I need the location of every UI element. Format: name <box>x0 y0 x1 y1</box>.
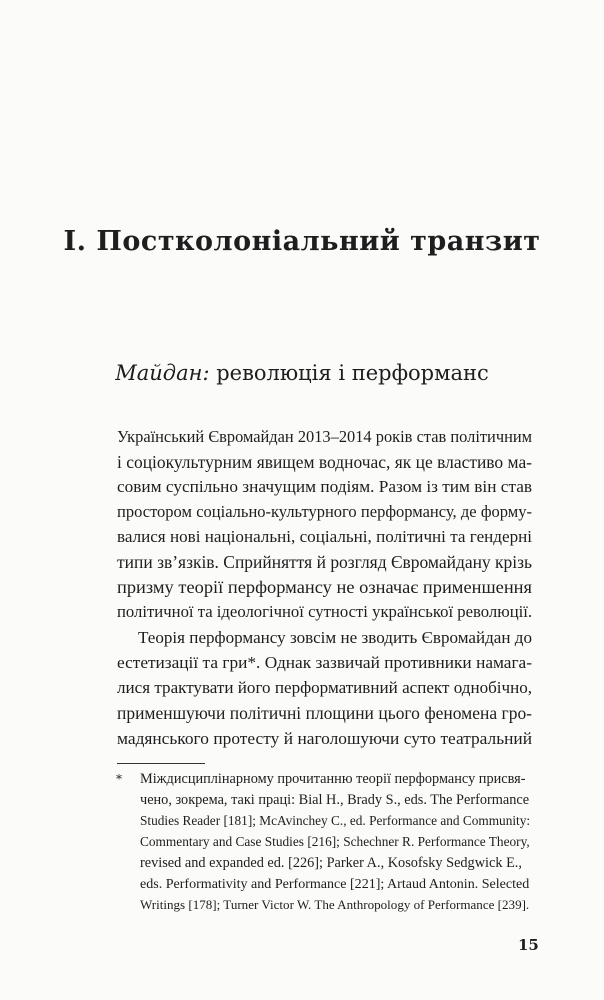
body-line: призму теорії перформансу не означає применшення <box>117 577 532 597</box>
body-line: Український Євромайдан 2013–2014 років став політичним <box>117 427 532 446</box>
body-line: і соціокультурним явищем водночас, як це властиво ма- <box>117 452 532 472</box>
page-number: 15 <box>518 936 539 954</box>
footnote-line: Writings [178]; Turner Victor W. The Anthropology of Performance [239]. <box>140 897 530 912</box>
footnote-line: revised and expanded ed. [226]; Parker A., Kosofsky Sedgwick E., <box>140 855 522 871</box>
footnote-line: Commentary and Case Studies [216]; Schechner R. Performance Theory, <box>140 834 530 849</box>
body-line: естетизації та гри*. Однак зазвичай противники намага- <box>117 653 532 672</box>
body-line: мадянського протесту й наголошуючи суто театральний <box>117 729 532 748</box>
body-line: типи зв’язків. Сприйняття й розгляд Євромайдану крізь <box>117 552 532 572</box>
section-title-rest: революція і перформанс <box>209 361 489 385</box>
body-line: Теорія перформансу зовсім не зводить Євромайдан до <box>138 628 532 647</box>
body-line: применшуючи політичні площини цього феномена гро- <box>117 703 532 723</box>
footnote-marker: * <box>116 772 122 786</box>
body-line: совим суспільно значущим подіям. Разом із тим він став <box>117 477 532 496</box>
body-line: лися трактувати його перформативний аспект однобічно, <box>117 678 532 697</box>
chapter-title: I. Постколоніальний транзит <box>63 226 541 257</box>
footnote-rule <box>117 763 205 764</box>
footnote-line: eds. Performativity and Performance [221]; Artaud Antonin. Selected <box>140 876 530 892</box>
body-line: валися нові національні, соціальні, політичні та гендерні <box>117 527 532 546</box>
body-line: простором соціально-культурного перформансу, де форму- <box>117 502 532 521</box>
section-title <box>0 358 604 388</box>
section-title-italic: Майдан: <box>115 361 210 385</box>
body-line: політичної та ідеологічної сутності української революції. <box>117 602 533 621</box>
footnote-line: Міждисциплінарному прочитанню теорії перформансу присвя- <box>140 771 526 787</box>
footnote-line: Studies Reader [181]; McAvinchey C., ed. Performance and Community: <box>140 813 531 828</box>
footnote-line: чено, зокрема, такі праці: Bial H., Brady S., eds. The Performance <box>140 792 530 808</box>
